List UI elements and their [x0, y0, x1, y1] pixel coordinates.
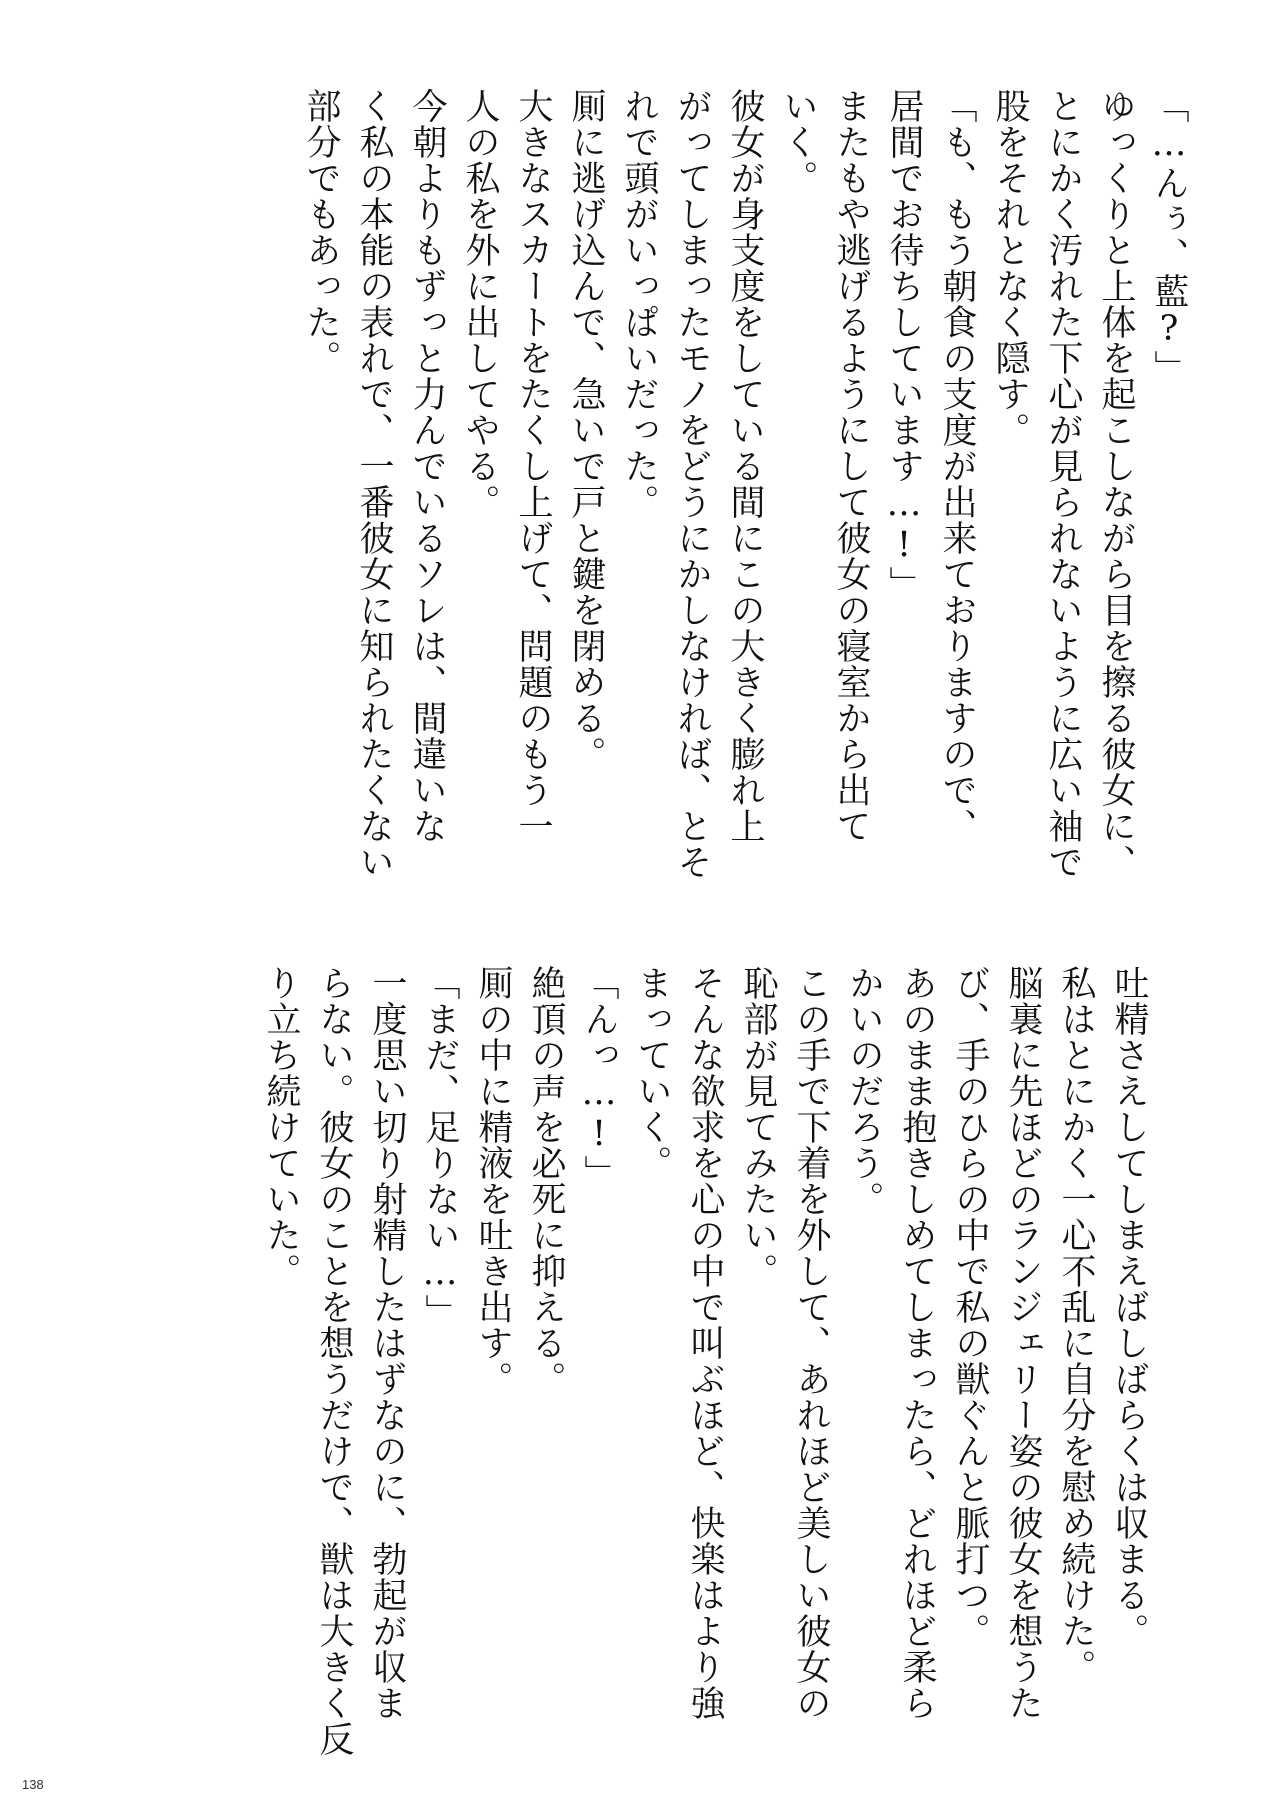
text-line: 大きなスカートをたくし上げて、問題のもう一: [513, 88, 553, 844]
text-line: 股をそれとなく隠す。: [990, 88, 1030, 448]
text-line: まっていく。: [632, 965, 672, 1181]
text-line: とにかく汚れた下心が見られないように広い袖で: [1043, 88, 1083, 880]
text-line: いく。: [778, 88, 818, 196]
text-line: またもや逃げるようにして彼女の寝室から出て: [831, 88, 871, 844]
text-line: 「まだ、足りない…」: [420, 965, 460, 1330]
text-line: く私の本能の表れで、一番彼女に知られたくない: [354, 88, 394, 880]
text-line: 吐精さえしてしまえばしばらくは収まる。: [1109, 965, 1149, 1649]
text-line: そんな欲求を心の中で叫ぶほど、快楽はより強: [685, 965, 725, 1721]
text-line: り立ち続けていた。: [261, 965, 301, 1289]
text-line: この手で下着を外して、あれほど美しい彼女の: [791, 965, 831, 1721]
text-line: 一度思い切り射精したはずなのに、勃起が収ま: [367, 965, 407, 1721]
text-line: 人の私を外に出してやる。: [460, 88, 500, 520]
text-line: がってしまったモノをどうにかしなければ、とそ: [672, 88, 712, 880]
text-line: らない。彼女のことを想うだけで、獣は大きく反: [314, 965, 354, 1757]
text-line: 厠に逃げ込んで、急いで戸と鍵を閉める。: [566, 88, 606, 772]
text-line: 部分でもあった。: [301, 88, 341, 376]
text-line: れで頭がいっぱいだった。: [619, 88, 659, 520]
text-line: 「…んぅ、藍?」: [1149, 88, 1189, 386]
text-line: 恥部が見てみたい。: [738, 965, 778, 1289]
text-line: 彼女が身支度をしている間にこの大きく膨れ上: [725, 88, 765, 844]
text-line: かいのだろう。: [844, 965, 884, 1217]
text-line: 厠の中に精液を吐き出す。: [473, 965, 513, 1397]
text-line: 今朝よりもずっと力んでいるソレは、間違いな: [407, 88, 447, 844]
text-line: あのまま抱きしめてしまったら、どれほど柔ら: [897, 965, 937, 1721]
text-line: ゆっくりと上体を起こしながら目を擦る彼女に、: [1096, 88, 1136, 880]
text-line: 脳裏に先ほどのランジェリー姿の彼女を想うた: [1003, 965, 1043, 1721]
text-line: 居間でお待ちしています…!」: [884, 88, 924, 602]
text-line: 「も、もう朝食の支度が出来ておりますので、: [937, 88, 977, 844]
text-block-top: [294, 88, 1195, 878]
text-block-bottom: [254, 965, 1155, 1757]
text-line: 絶頂の声を必死に抑える。: [526, 965, 566, 1397]
text-line: 「んっ…!」: [579, 965, 619, 1191]
text-line: 私はとにかく一心不乱に自分を慰め続けた。: [1056, 965, 1096, 1685]
page-number: 138: [22, 1777, 44, 1792]
text-line: び、手のひらの中で私の獣ぐんと脈打つ。: [950, 965, 990, 1649]
